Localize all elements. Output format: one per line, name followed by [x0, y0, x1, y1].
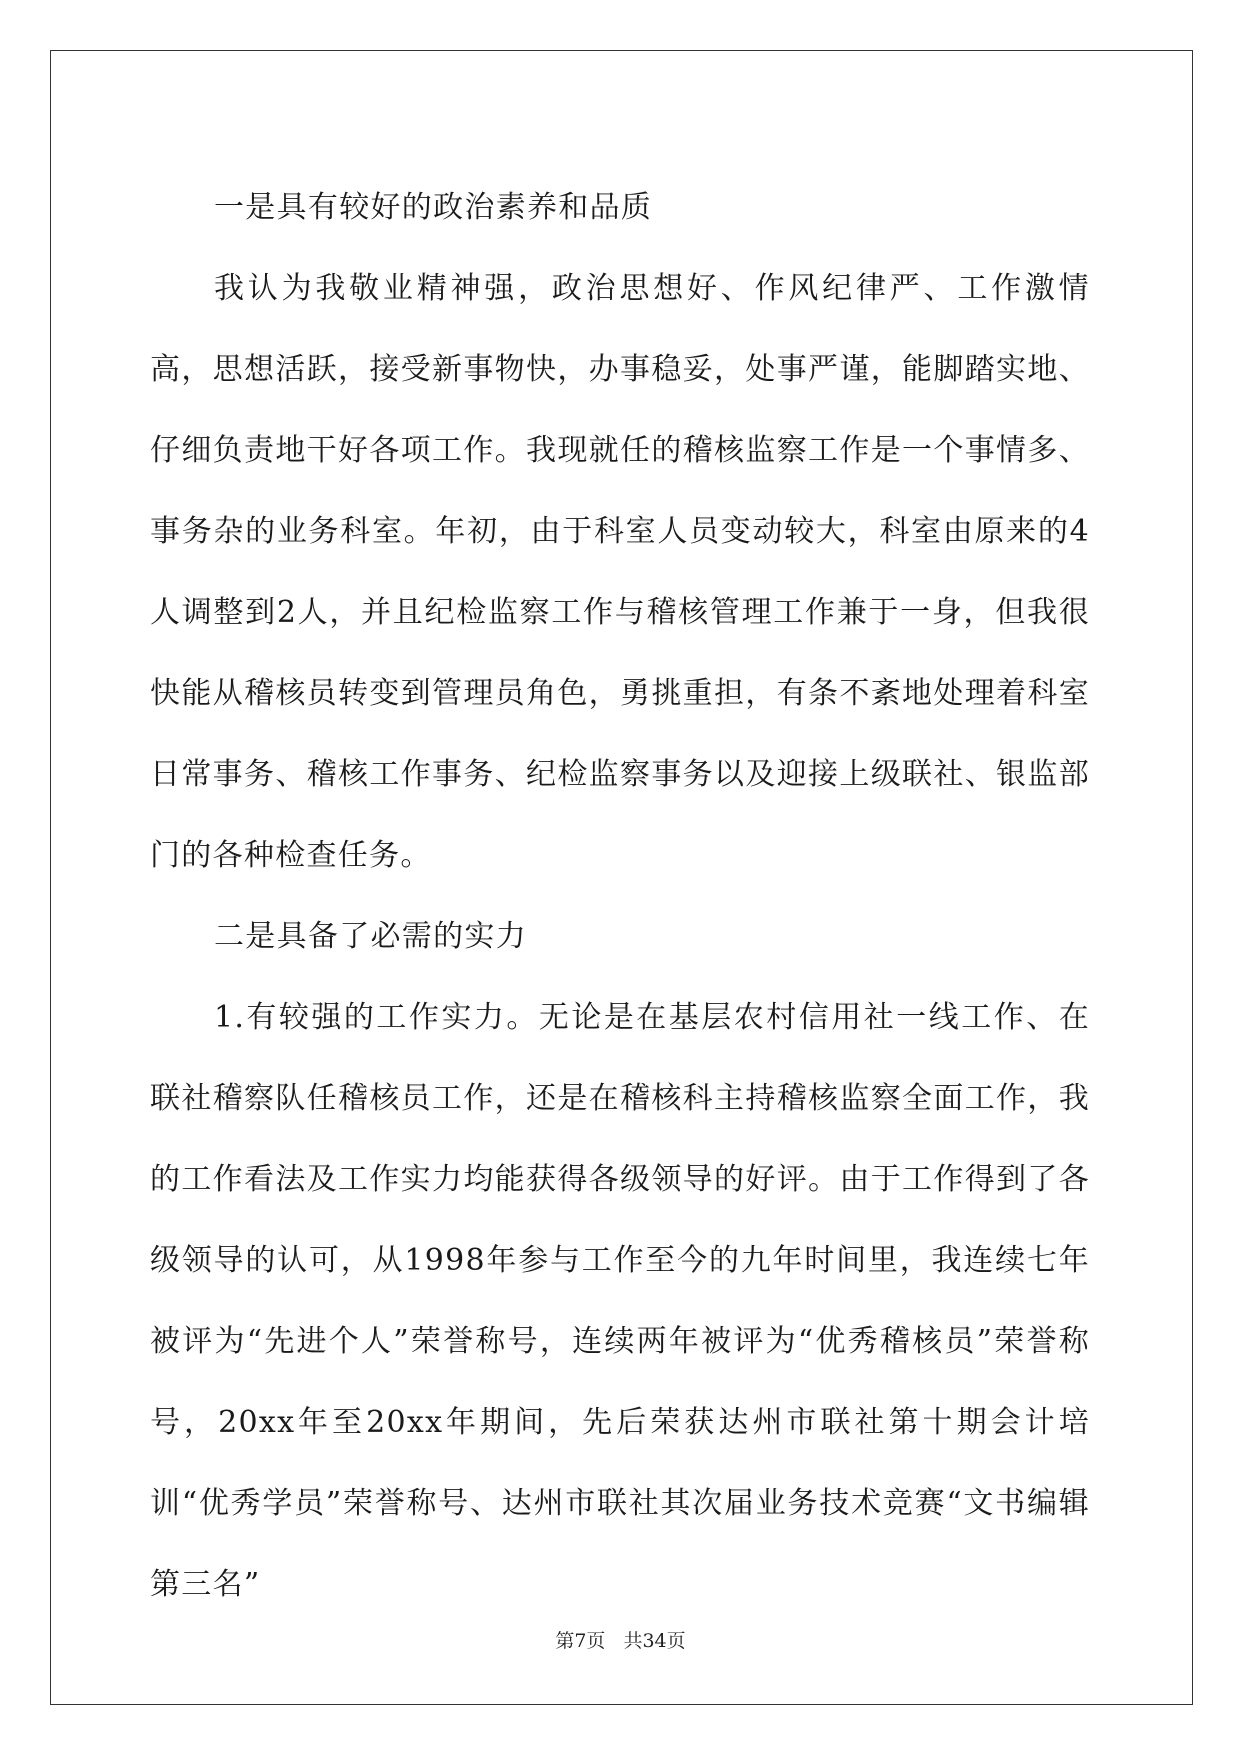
- page-total: 共34页: [623, 1630, 686, 1652]
- paragraph-body-2: 1.有较强的工作实力。无论是在基层农村信用社一线工作、在联社稽察队任稽核员工作，还是在稽核科主持稽核监察全面工作，我的工作看法及工作实力均能获得各级领导的好评。由于工作得到了各级领导的认可，从1998年参与工作至今的九年时间里，我连续七年被评为“先进个人”荣誉称号，连续两年被评为“优秀稽核员”荣誉称号，20xx年至20xx年期间，先后荣获达州市联社第十期会计培训“优秀学员”荣誉称号、达州市联社其次届业务技术竞赛“文书编辑第三名”: [150, 1000, 1090, 1602]
- page-footer: [0, 1626, 1241, 1653]
- paragraph-heading-2: 二是具备了必需的实力: [214, 919, 527, 954]
- document-body: [150, 167, 1090, 1625]
- page-number: 第7页: [555, 1630, 606, 1652]
- paragraph-heading-1: 一是具有较好的政治素养和品质: [214, 190, 653, 225]
- paragraph-body-1: 我认为我敬业精神强，政治思想好、作风纪律严、工作激情高，思想活跃，接受新事物快，办事稳妥，处事严谨，能脚踏实地、仔细负责地干好各项工作。我现就任的稽核监察工作是一个事情多、事务杂的业务科室。年初，由于科室人员变动较大，科室由原来的4人调整到2人，并且纪检监察工作与稽核管理工作兼于一身，但我很快能从稽核员转变到管理员角色，勇挑重担，有条不紊地处理着科室日常事务、稽核工作事务、纪检监察事务以及迎接上级联社、银监部门的各种检查任务。: [150, 271, 1090, 873]
